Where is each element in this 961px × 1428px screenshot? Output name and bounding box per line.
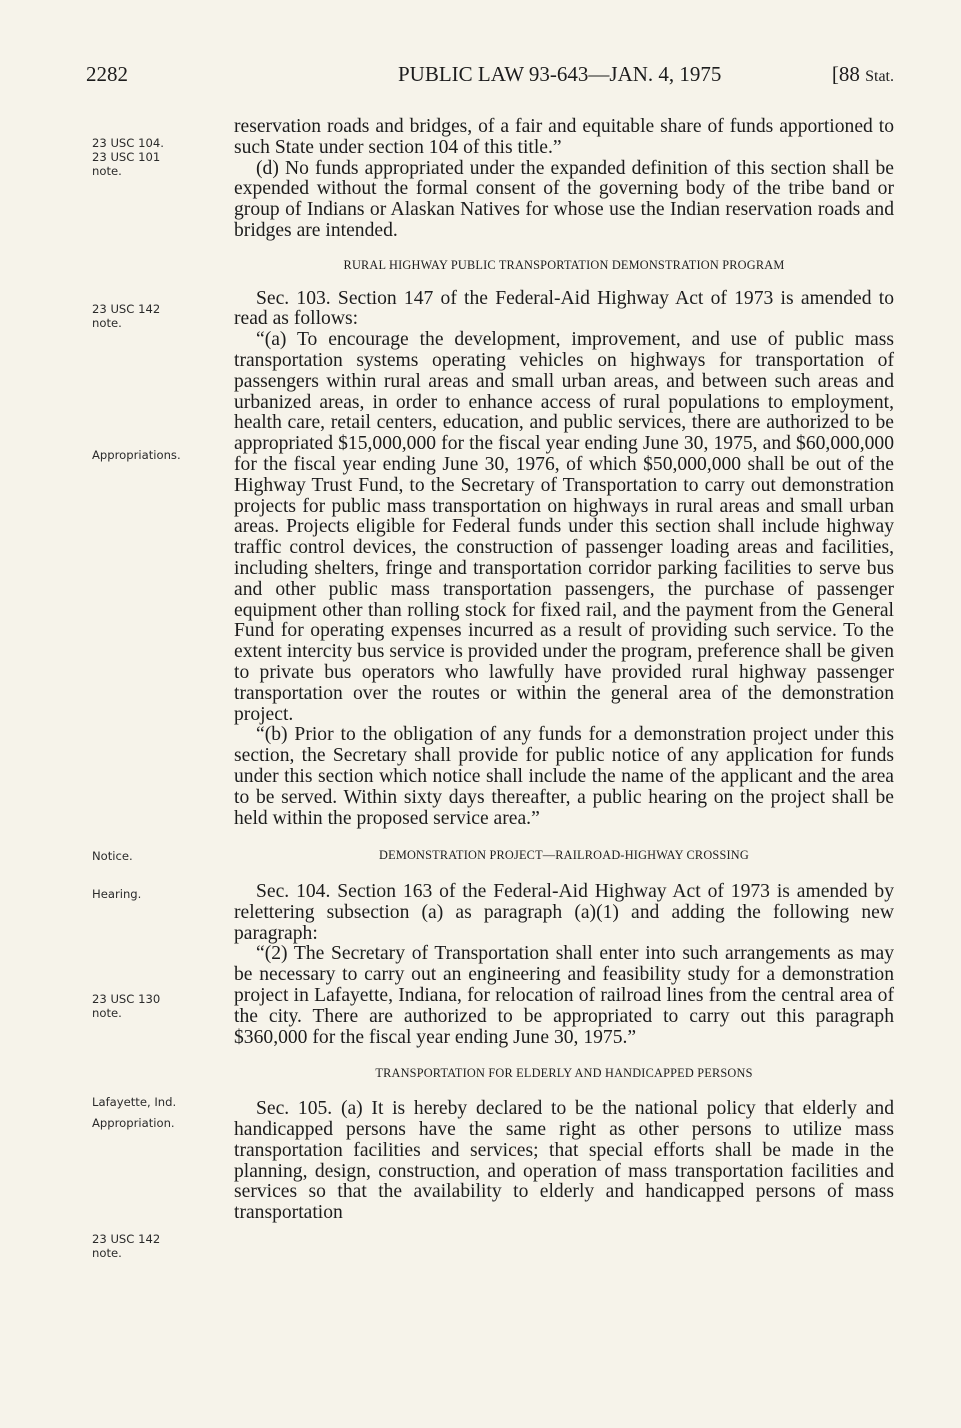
paragraph-subsection-d: (d) No funds appropriated under the expanded definition of this section shall be expended without the formal consent of the governing body of the tribe band or group of Indians or Alaskan Natives for whose use the Indian reservation roads and bridges are intended. — [234, 157, 894, 241]
margin-note-usc-101: 23 USC 101 — [92, 150, 161, 164]
page-number: 2282 — [86, 62, 128, 86]
margin-note-usc-130: 23 USC 130 — [92, 992, 161, 1006]
paragraph: reservation roads and bridges, of a fair and equitable share of funds apportioned to such State under section 104 of this title.” — [234, 116, 894, 158]
margin-note-appropriations: Appropriations. — [92, 448, 181, 462]
margin-note-lafayette: Lafayette, Ind. — [92, 1095, 177, 1109]
section-heading: RURAL HIGHWAY PUBLIC TRANSPORTATION DEMONSTRATION PROGRAM — [343, 257, 785, 272]
paragraph-subsection-a: “(a) To encourage the development, improvement, and use of public mass transportation systems operating vehicles on highways for transportation of passengers within rural areas and small urban areas, and between such areas and urbanized areas, in order to enhance access of rural populations to employment, health care, retail centers, education, and public services, there are authorized to be appropriated $15,000,000 for the fiscal year ending June 30, 1975, and $60,000,000 for the fiscal year ending June 30, 1976, of which $50,000,000 shall be out of the Highway Trust Fund, to the Secretary of Transportation to carry out demonstration projects for public mass transportation on highways in rural areas and small urban areas. Projects eligible for Federal funds under this section shall include highway traffic control devices, the construction of passenger loading areas and facilities, including shelters, fringe and transportation corridor parking facilities to serve bus and other public mass transportation passengers, the purchase of passenger equipment other than rolling stock for fixed rail, and the payment from the General Fund for operating expenses incurred as a result of providing such service. To the extent intercity bus service is provided under the program, preference shall be given to private bus operators who lawfully have provided rural highway passenger transportation over the routes or within the general area of the demonstration project. — [234, 329, 894, 725]
margin-note-hearing: Hearing. — [92, 887, 142, 901]
paragraph-subsection-2: “(2) The Secretary of Transportation shall enter into such arrangements as may be necessary to carry out an engineering and feasibility study for a demonstration project in Lafayette, Indiana, for relocation of railroad lines from the central area of the city. There are authorized to be appropriated to carry out this paragraph $360,000 for the fiscal year ending June 30, 1975.” — [234, 943, 894, 1048]
margin-note-note: note. — [92, 1006, 122, 1020]
margin-note-usc-142: 23 USC 142 — [92, 302, 161, 316]
statute-word: Stat. — [865, 68, 894, 85]
margin-note-note: note. — [92, 1246, 122, 1260]
main-text — [234, 117, 894, 1224]
statute-reference — [832, 62, 894, 87]
margin-note-appropriation: Appropriation. — [92, 1116, 175, 1130]
paragraph-sec-105: Sec. 105. (a) It is hereby declared to be the national policy that elderly and handicapped persons have the same right as other persons to utilize mass transportation facilities and services; that special efforts shall be made in the planning, design, construction, and operation of mass transportation facilities and services so that the availability to elderly and handicapped persons of mass transportation — [234, 1098, 894, 1224]
section-heading: TRANSPORTATION FOR ELDERLY AND HANDICAPPED PERSONS — [375, 1066, 753, 1081]
running-title: PUBLIC LAW 93-643—JAN. 4, 1975 — [398, 62, 722, 86]
margin-note-note: note. — [92, 164, 122, 178]
paragraph-subsection-b: “(b) Prior to the obligation of any funds for a demonstration project under this section, the Secretary shall provide for public notice of any application for funds under this section which notice shall include the name of the applicant and the area to be served. Within sixty days thereafter, a public hearing on the project shall be held within the proposed service area.” — [234, 724, 894, 829]
section-heading: DEMONSTRATION PROJECT—RAILROAD-HIGHWAY CROSSING — [379, 848, 749, 863]
paragraph-sec-103: Sec. 103. Section 147 of the Federal-Aid Highway Act of 1973 is amended to read as follows: — [234, 287, 894, 330]
margin-note-notice: Notice. — [92, 849, 133, 863]
margin-note-note: note. — [92, 316, 122, 330]
margin-note-usc-142: 23 USC 142 — [92, 1232, 161, 1246]
paragraph-sec-104: Sec. 104. Section 163 of the Federal-Aid Highway Act of 1973 is amended by relettering subsection (a) as paragraph (a)(1) and adding the following new paragraph: — [234, 881, 894, 944]
page-header — [86, 62, 894, 92]
margin-note-usc-104: 23 USC 104. — [92, 136, 164, 150]
statute-prefix: [88 — [831, 62, 866, 86]
